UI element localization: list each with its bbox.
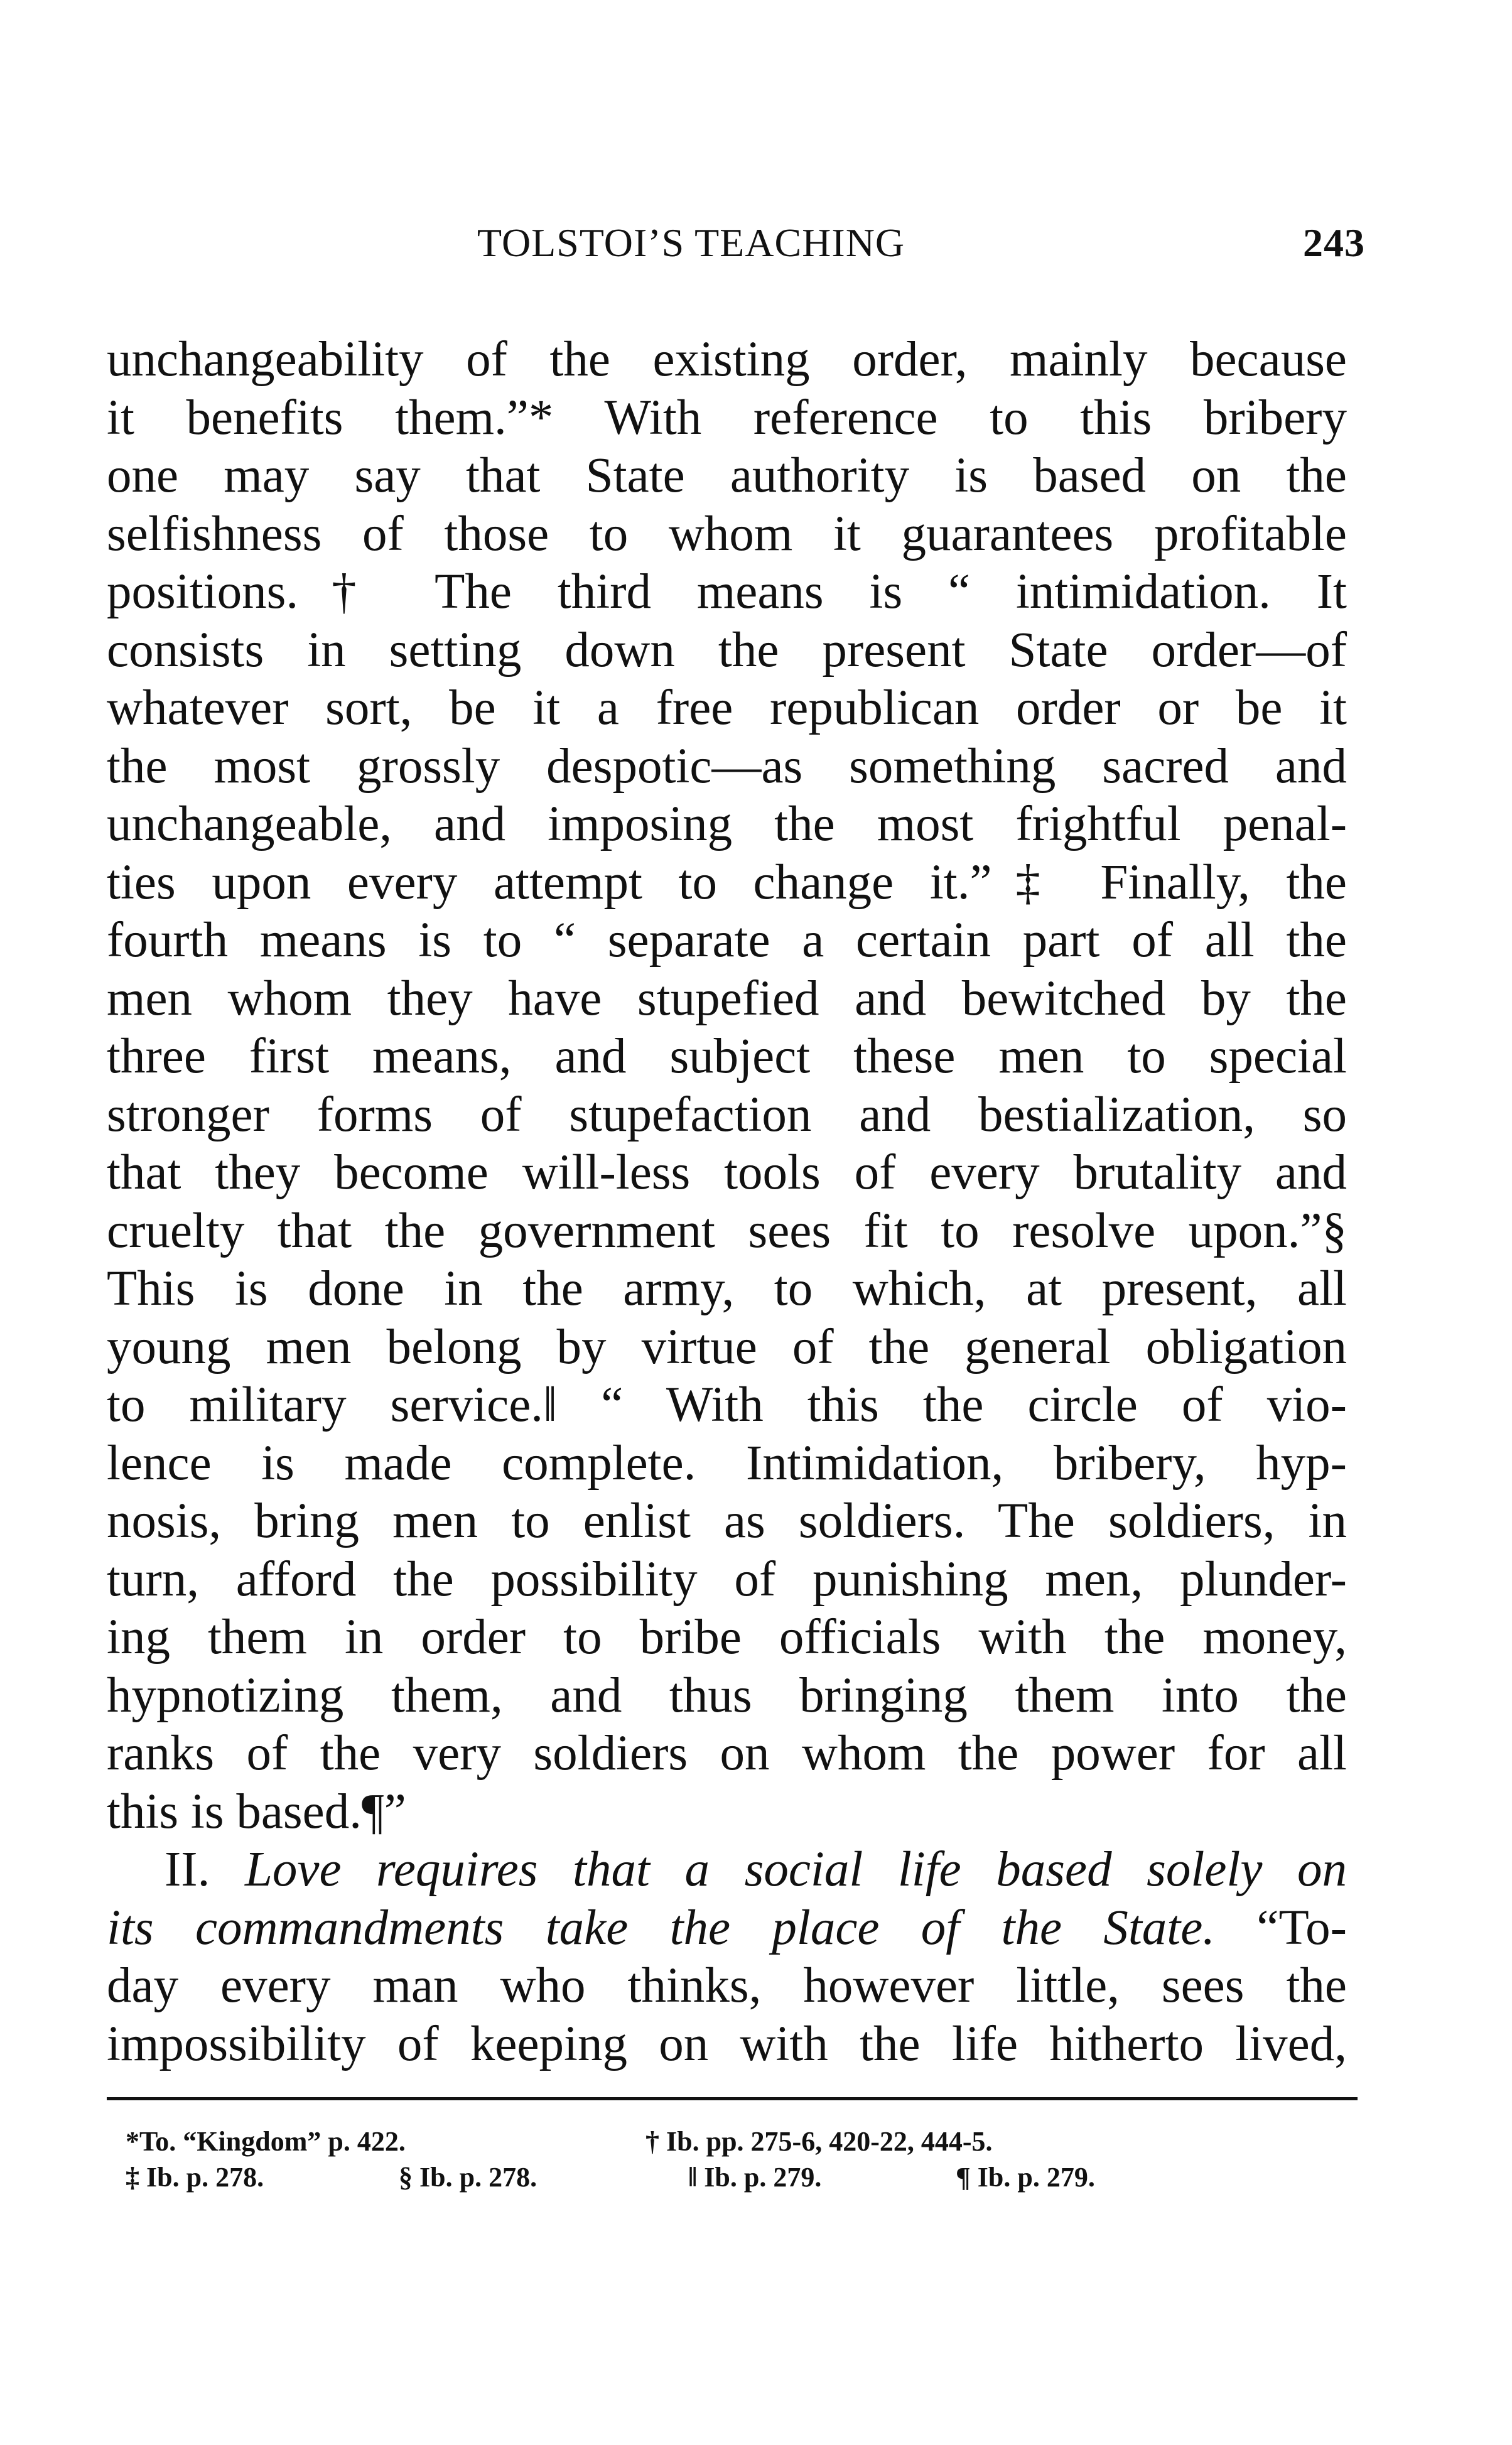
text-line: stronger forms of stupefaction and bestialization, so	[107, 1087, 1347, 1142]
running-head-title: TOLSTOI’S TEACHING	[477, 220, 905, 265]
footnote-4: § Ib. p. 278.	[399, 2162, 537, 2193]
text-line: whatever sort, be it a free republican order or be it	[107, 681, 1347, 735]
text-line: one may say that State authority is based on the	[107, 448, 1347, 503]
text-line: the most grossly despotic—as something sacred and	[107, 738, 1347, 794]
text-line: unchangeability of the existing order, mainly because	[107, 332, 1347, 387]
text-line: This is done in the army, to which, at present, all	[107, 1261, 1347, 1316]
text-line: this is based.¶”	[107, 1784, 406, 1839]
text-line: fourth means is to “ separate a certain part of all the	[107, 913, 1347, 968]
text-line: lence is made complete. Intimidation, bribery, hyp-	[107, 1435, 1347, 1491]
text-line: consists in setting down the present State order—of	[107, 622, 1347, 677]
page-number: 243	[1303, 220, 1365, 265]
quote-start: “To-	[1256, 1901, 1347, 1955]
text-line: ranks of the very soldiers on whom the power for all	[107, 1726, 1347, 1781]
footnote-rule	[107, 2097, 1358, 2100]
text-line: men whom they have stupefied and bewitched by the	[107, 971, 1347, 1026]
text-line: positions.† The third means is “ intimidation. It	[107, 564, 1347, 619]
paragraph-2-line-4: impossibility of keeping on with the life hitherto lived,	[107, 2017, 1347, 2071]
text-line: ties upon every attempt to change it.”‡ Finally, the	[107, 855, 1347, 910]
text-line: selfishness of those to whom it guarantees profitable	[107, 506, 1347, 561]
text-line: young men belong by virtue of the general obligation	[107, 1319, 1347, 1374]
text-line: it benefits them.”* With reference to this bribery	[107, 390, 1347, 445]
text-line: to military service.‖ “ With this the circle of vio-	[107, 1378, 1347, 1432]
footnote-5: ‖ Ib. p. 279.	[688, 2162, 822, 2193]
italic-thesis: Love requires that a social life based solely on	[244, 1842, 1347, 1897]
footnote-3: ‡ Ib. p. 278.	[126, 2162, 264, 2193]
footnote-1: *To. “Kingdom” p. 422.	[126, 2126, 406, 2157]
footnote-6: ¶ Ib. p. 279.	[956, 2162, 1095, 2193]
section-numeral: II.	[165, 1842, 210, 1897]
text-line: cruelty that the government sees fit to resolve upon.”§	[107, 1203, 1347, 1258]
text-line: turn, afford the possibility of punishing men, plunder-	[107, 1552, 1347, 1607]
text-line: ing them in order to bribe officials with the money,	[107, 1610, 1347, 1665]
paragraph-2-line-2	[107, 1899, 1347, 1957]
footnote-2: † Ib. pp. 275-6, 420-22, 444-5.	[645, 2126, 993, 2157]
text-line: that they become will-less tools of every brutality and	[107, 1145, 1347, 1200]
paragraph-2-line-3: day every man who thinks, however little, sees the	[107, 1958, 1347, 2013]
text-line: three first means, and subject these men to special	[107, 1029, 1347, 1084]
italic-thesis-cont: its commandments take the place of the State.	[107, 1901, 1216, 1955]
text-line: hypnotizing them, and thus bringing them into the	[107, 1668, 1347, 1723]
text-line: nosis, bring men to enlist as soldiers. The soldiers, in	[107, 1494, 1347, 1548]
text-line: unchangeable, and imposing the most frightful penal-	[107, 797, 1347, 851]
paragraph-2-line-1	[165, 1840, 1347, 1899]
